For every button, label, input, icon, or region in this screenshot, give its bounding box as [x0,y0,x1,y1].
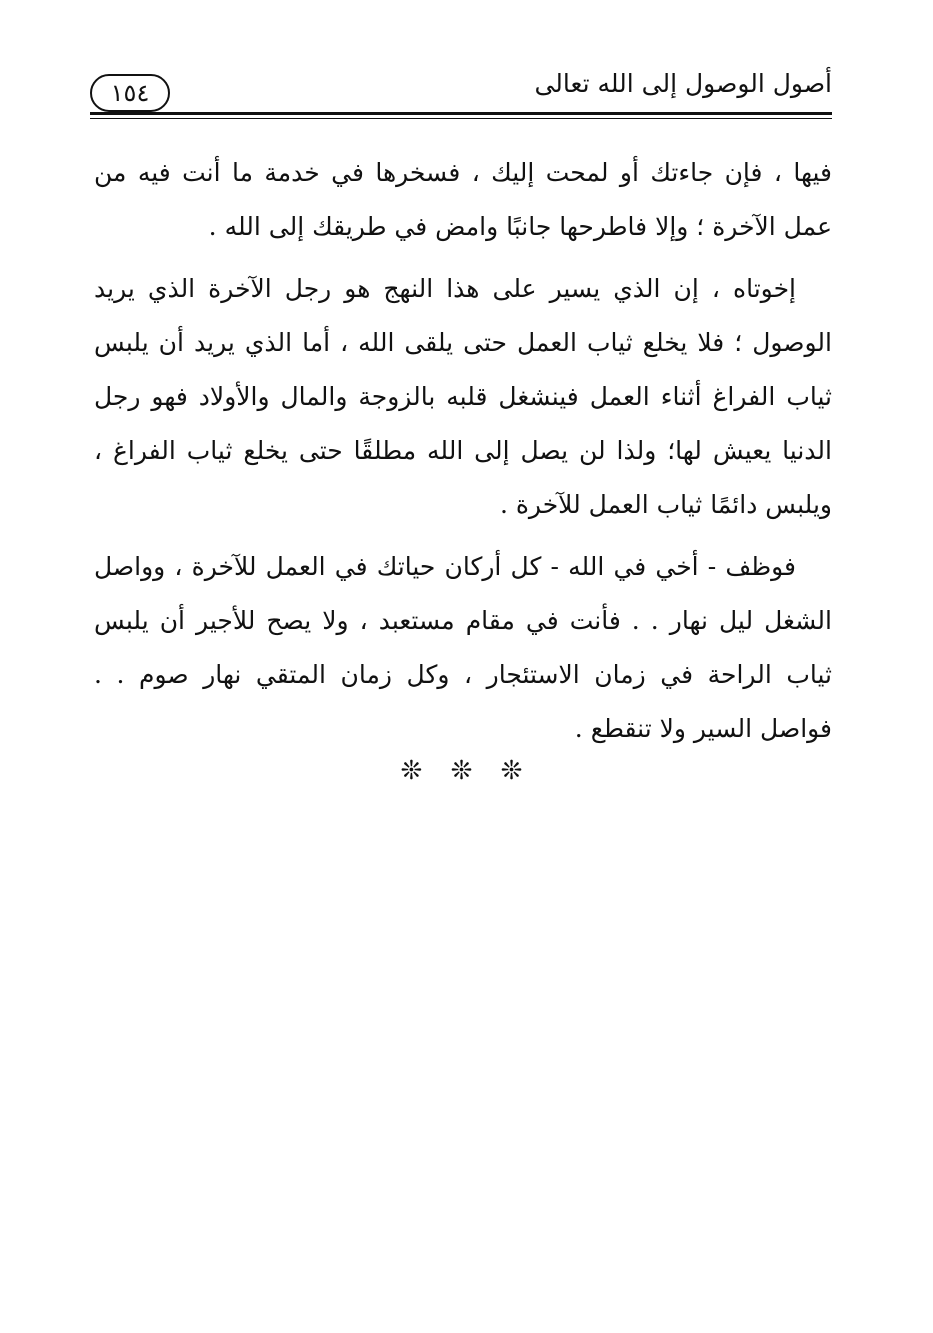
paragraph-brothers: إخوتاه ، إن الذي يسير على هذا النهج هو رجل الآخرة الذي يريد الوصول ؛ فلا يخلع ثياب العمل حتى يلقى الله ، أما الذي يريد أن يلبس ثياب الفراغ أثناء العمل فينشغل قلبه بالزوجة والمال والأولاد فهو رجل الدنيا يعيش لها؛ ولذا لن يصل إلى الله مطلقًا حتى يخلع ثياب الفراغ ، ويلبس دائمًا ثياب العمل للآخرة . [94,274,832,519]
paragraph-continuation: فيها ، فإن جاءتك أو لمحت إليك ، فسخرها في خدمة ما أنت فيه من عمل الآخرة ؛ وإلا فاطرحها جانبًا وامض في طريقك إلى الله . [94,158,832,241]
header-rule-thin [90,118,832,119]
header-rule-thick [90,112,832,115]
page-header [90,60,832,116]
section-separator: ❊ ❊ ❊ [400,756,533,786]
running-title: أصول الوصول إلى الله تعالى [534,69,832,98]
body-text [94,146,832,756]
paragraph-employ: فوظف - أخي في الله - كل أركان حياتك في العمل للآخرة ، وواصل الشغل ليل نهار . . فأنت في مقام مستعبد ، ولا يصح للأجير أن يلبس ثياب الراحة في زمان الاستئجار ، وكل زمان المتقي نهار صوم . . فواصل السير ولا تنقطع . [94,552,832,743]
page-number-badge: ١٥٤ [90,74,170,112]
